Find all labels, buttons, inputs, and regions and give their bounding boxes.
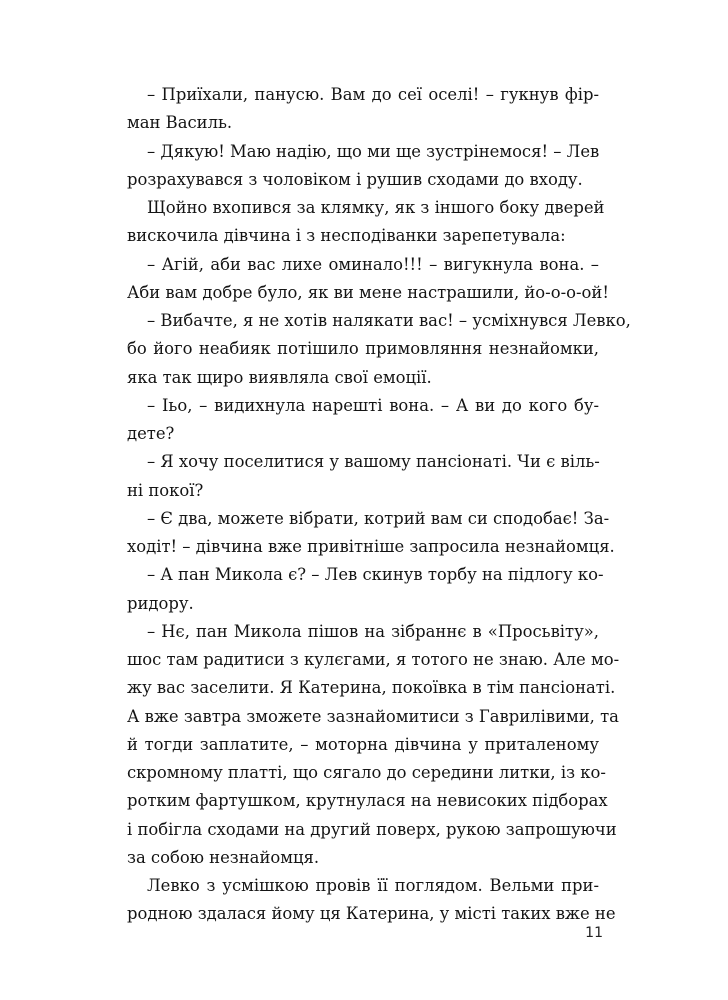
text-line: – Вибачте, я не хотів налякати вас! – усміхнувся Левко, — [147, 311, 631, 330]
text-line: родною здалася йому ця Катерина, у місті таких вже не — [127, 904, 616, 924]
text-line: за собою незнайомця. — [127, 847, 320, 867]
paragraph — [127, 505, 615, 562]
text-line: і побігла сходами на другий поверх, рукою запрошуючи — [127, 819, 617, 839]
text-line: й тогди заплатите, – моторна дівчина у приталеному — [127, 734, 599, 754]
text-line: А вже завтра зможете зазнайомитиси з Гаврилівими, та — [127, 706, 619, 726]
paragraph — [127, 561, 604, 618]
paragraph — [127, 307, 631, 392]
text-line: – Іьо, – видихнула нарешті вона. – А ви до кого бу- — [147, 395, 599, 415]
paragraph — [127, 251, 609, 308]
text-line: Аби вам добре було, як ви мене настрашили, йо-о-о-ой! — [127, 282, 609, 302]
paragraph — [127, 81, 599, 138]
paragraph — [127, 194, 605, 251]
text-line: ридору. — [127, 593, 194, 613]
paragraph — [127, 392, 599, 449]
text-line: дете? — [127, 424, 175, 443]
text-line: вискочила дівчина і з несподіванки зарепетувала: — [127, 226, 566, 246]
text-line: – Агій, аби вас лихе оминало!!! – вигукнула вона. – — [147, 254, 599, 274]
paragraph — [127, 618, 620, 872]
text-line: скромному платті, що сягало до середини литки, із ко- — [127, 763, 606, 782]
paragraph — [127, 138, 599, 195]
text-line: – Я хочу поселитися у вашому пансіонаті. Чи є віль- — [147, 452, 600, 472]
text-line: – Нє, пан Микола пішов на зібраннє в «Просьвіту», — [147, 621, 599, 641]
text-line: жу вас заселити. Я Катерина, покоївка в тім пансіонаті. — [127, 678, 616, 698]
text-line: ротким фартушком, крутнулася на невисоких підборах — [127, 791, 608, 811]
text-line: Левко з усмішкою провів її поглядом. Вельми при- — [147, 876, 599, 895]
book-page-text — [127, 81, 631, 929]
text-line: ходіт! – дівчина вже привітніше запросила незнайомця. — [127, 537, 615, 556]
text-line: ні покої? — [127, 480, 204, 500]
paragraph — [127, 448, 599, 505]
text-line: – Приїхали, панусю. Вам до сеї оселі! – гукнув фір- — [147, 85, 599, 104]
text-line: ман Василь. — [127, 113, 233, 133]
text-line: яка так щиро виявляла свої емоції. — [127, 367, 432, 387]
text-line: Щойно вхопився за клямку, як з іншого боку дверей — [147, 198, 605, 217]
text-line: шос там радитиси з кулєгами, я тотого не знаю. Але мо- — [127, 650, 620, 669]
text-line: бо його неабияк потішило примовляння незнайомки, — [127, 339, 599, 359]
text-line: розрахувався з чоловіком і рушив сходами до входу. — [127, 169, 583, 189]
text-line: – Є два, можете вібрати, котрий вам си сподобає! За- — [147, 508, 610, 528]
page-number: 11 — [585, 925, 603, 941]
text-line: – Дякую! Маю надію, що ми ще зустрінемося! – Лев — [147, 141, 600, 161]
text-line: – А пан Микола є? – Лев скинув торбу на підлогу ко- — [147, 565, 604, 585]
paragraph — [127, 872, 616, 929]
